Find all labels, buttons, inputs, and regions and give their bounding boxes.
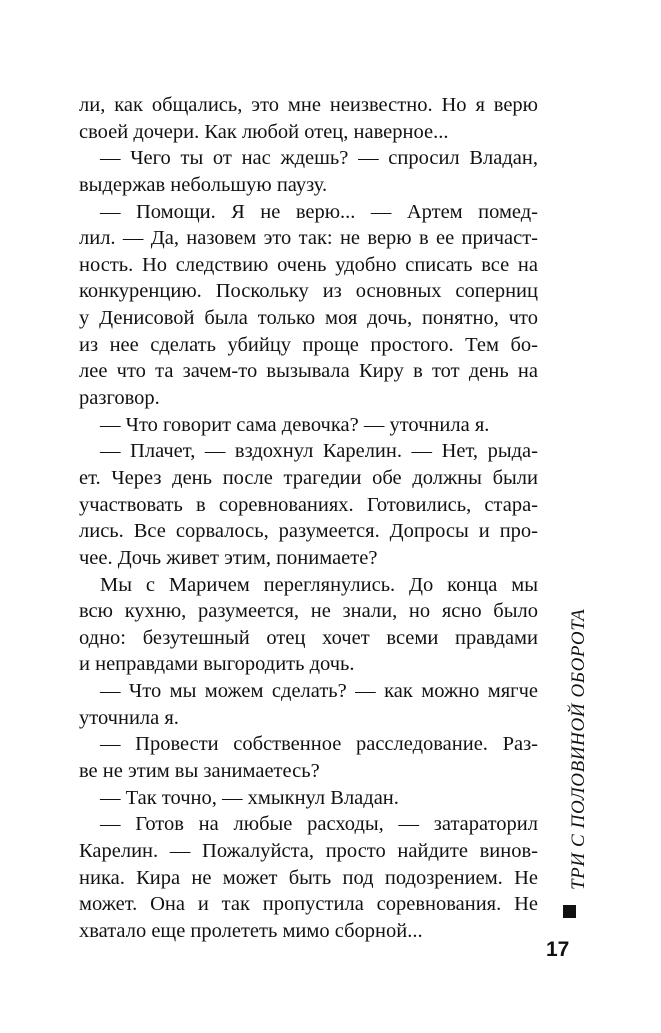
text-line: ве не этим вы занимаетесь?	[79, 760, 320, 783]
text-line: — Провести собственное расследование. Раз-	[100, 733, 538, 756]
text-line: и неправдами выгородить дочь.	[79, 653, 355, 676]
running-title: ТРИ С ПОЛОВИНОЙ ОБОРОТА	[568, 608, 589, 890]
text-line: ли, как общались, это мне неизвестно. Но я верю	[79, 94, 538, 116]
text-line: — Что мы можем сделать? — как можно мягче	[100, 680, 538, 703]
page-number: 17	[546, 938, 570, 961]
text-line: своей дочери. Как любой отец, наверное...	[79, 120, 449, 143]
text-line: разговор.	[79, 387, 160, 410]
text-line: — Что говорит сама девочка? — уточнила я.	[100, 413, 490, 436]
text-line: конкуренцию. Поскольку из основных соперниц	[79, 280, 538, 303]
text-line: из нее сделать убийцу проще простого. Тем бо-	[79, 333, 538, 356]
text-line: — Готов на любые расходы, — затараторил	[100, 813, 538, 836]
text-line: ника. Кира не может быть под подозрением. Не	[79, 866, 538, 889]
text-line: у Денисовой была только моя дочь, понятно, что	[79, 307, 538, 330]
text-line: ность. Но следствию очень удобно списать все на	[79, 253, 538, 276]
text-line: чее. Дочь живет этим, понимаете?	[79, 546, 378, 569]
text-line: хватало еще пролететь мимо сборной...	[79, 919, 423, 942]
text-line: — Помощи. Я не верю... — Артем помед-	[100, 200, 538, 223]
text-line: лись. Все сорвалось, разумеется. Допросы и про-	[79, 520, 538, 543]
section-marker-square	[563, 905, 576, 918]
text-line: — Плачет, — вздохнул Карелин. — Нет, рыда-	[100, 440, 538, 463]
text-line: уточнила я.	[79, 706, 179, 729]
text-line: выдержав небольшую паузу.	[79, 173, 328, 196]
text-line: лил. — Да, назовем это так: не верю в ее причаст-	[79, 227, 538, 250]
text-line: — Так точно, — хмыкнул Владан.	[100, 786, 399, 809]
text-line: участвовать в соревнованиях. Готовились, стара-	[79, 493, 538, 516]
text-line: ет. Через день после трагедии обе должны были	[79, 466, 538, 489]
text-line: Мы с Маричем переглянулись. До конца мы	[100, 573, 538, 596]
text-line: может. Она и так пропустила соревнования. Не	[79, 893, 538, 916]
body-text	[79, 92, 538, 945]
text-line: Карелин. — Пожалуйста, просто найдите винов-	[79, 839, 538, 862]
text-line: — Чего ты от нас ждешь? — спросил Владан,	[100, 147, 538, 170]
text-line: всю кухню, разумеется, не знали, но ясно было	[79, 600, 538, 623]
text-line: лее что та зачем-то вызывала Киру в тот день на	[79, 360, 538, 383]
text-line: одно: безутешный отец хочет всеми правдами	[79, 626, 538, 649]
